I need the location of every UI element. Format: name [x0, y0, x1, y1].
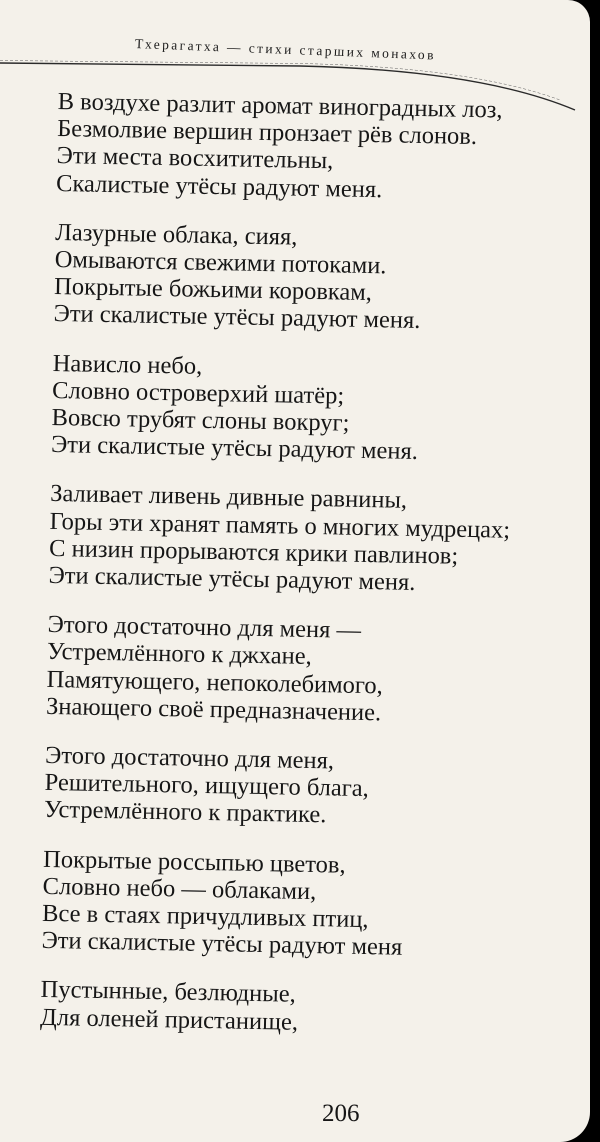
poem-line: Заливает ливень дивные равнины,	[49, 480, 408, 515]
stanza	[40, 976, 561, 1040]
page-number: 206	[322, 1100, 360, 1127]
poem-line: Этого достаточно для меня —	[47, 611, 362, 645]
stanza	[41, 846, 563, 965]
poem-line: Эти скалистые утёсы радуют меня.	[50, 431, 419, 466]
stanza	[44, 742, 565, 834]
poem-line: Устремлённого к джхане,	[46, 638, 313, 671]
poem-line: Знающего своё предназначение.	[45, 692, 382, 727]
poem-line: Покрытые россыпью цветов,	[42, 845, 346, 879]
stanza	[56, 88, 578, 207]
poem-line: Безмолвие вершин пронзает рёв слонов.	[56, 115, 478, 151]
poem-line: Эти скалистые утёсы радуют меня.	[53, 300, 421, 335]
poem-line: Омываются свежими потоками.	[54, 245, 387, 280]
poem-line: Для оленей пристанище,	[39, 1003, 299, 1036]
poem-line: Эти места восхитительны,	[56, 142, 334, 175]
poem-line: Пустынные, безлюдные,	[40, 976, 297, 1009]
poem-line: Лазурные облака, сияя,	[54, 218, 298, 251]
poem-line: Скалистые утёсы радуют меня.	[55, 169, 383, 203]
stanza	[51, 350, 573, 469]
poem-line: Словно островерхий шатёр;	[51, 376, 345, 410]
poem-line: Нависло небо,	[52, 349, 203, 380]
poem-line: С низин прорываются крики павлинов;	[48, 534, 459, 570]
poem-line: Все в стаях причудливых птиц,	[41, 899, 369, 934]
poem-line: В воздухе разлит аромат виноградных лоз,	[57, 88, 503, 124]
poem-line: Эти скалистые утёсы радуют меня.	[48, 561, 416, 596]
poem-line: Вовсю трубят слоны вокруг;	[51, 403, 350, 437]
poem-line: Памятующего, непоколебимого,	[46, 665, 383, 699]
poem-body	[39, 88, 577, 1063]
stanza	[53, 219, 575, 338]
poem-line: Покрытые божьими коровкам,	[53, 273, 373, 307]
poem-line: Решительного, ищущего блага,	[44, 769, 370, 803]
poem-line: Этого достаточно для меня,	[44, 741, 335, 775]
poem-line: Устремлённого к практике.	[43, 796, 327, 829]
stanza	[46, 611, 568, 730]
stanza	[48, 480, 570, 599]
poem-line: Словно небо — облаками,	[42, 872, 317, 905]
header-title: Тхерагатха — стихи старших монахов	[134, 36, 437, 63]
poem-line: Эти скалистые утёсы радуют меня	[41, 927, 403, 962]
poem-line: Горы эти хранят память о многих мудрецах;	[49, 507, 511, 544]
